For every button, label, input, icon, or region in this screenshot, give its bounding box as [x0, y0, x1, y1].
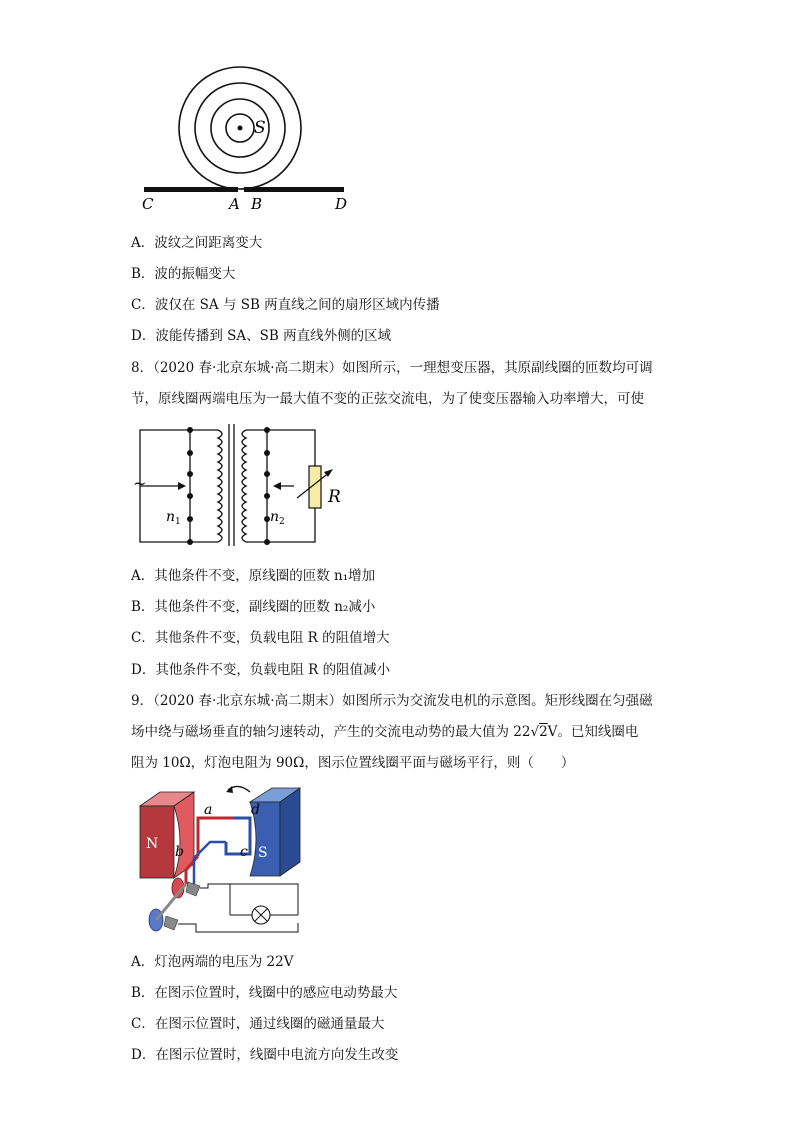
barrier-left	[144, 187, 238, 192]
q9-stem-line-1: 9．（2020 春·北京东城·高二期末）如图所示为交流发电机的示意图。矩形线圈在匀强磁	[131, 693, 653, 709]
q9-option-d: D．在图示位置时，线圈中电流方向发生改变	[131, 1047, 399, 1063]
resistor-label: R	[328, 487, 341, 507]
sqrt-sign: √	[530, 724, 540, 740]
slip-ring-shaft	[156, 884, 186, 920]
south-pole-label: S	[258, 845, 268, 861]
rotation-arrowhead	[226, 786, 233, 793]
q7-option-a: A．波纹之间距离变大	[131, 235, 263, 251]
secondary-wire	[267, 430, 315, 466]
q9-option-c: C．在图示位置时，通过线圈的磁通量最大	[131, 1016, 385, 1032]
point-d-label: D	[335, 195, 348, 213]
q9-stem-line-3: 阻为 10Ω，灯泡电阻为 90Ω，图示位置线圈平面与磁场平行，则（ ）	[131, 755, 575, 771]
q7-option-c: C．波仅在 SA 与 SB 两直线之间的扇形区域内传播	[131, 297, 440, 313]
external-wire-bottom	[178, 923, 298, 932]
q9-stem-line-2	[131, 723, 638, 741]
sqrt-radicand: 2	[539, 724, 548, 740]
q8-option-d: D．其他条件不变，负载电阻 R 的阻值减小	[131, 662, 391, 678]
source-label: S	[254, 118, 266, 138]
q7-option-b: B．波的振幅变大	[131, 266, 236, 282]
ac-generator-diagram	[130, 784, 310, 944]
q7-option-d: D．波能传播到 SA、SB 两直线外侧的区域	[131, 328, 392, 344]
secondary-taps	[246, 430, 267, 542]
point-b-label: B	[251, 195, 263, 213]
n1-label: $n_1$	[166, 509, 181, 527]
coil-label-c: c	[240, 844, 248, 860]
brush-lower	[164, 916, 178, 930]
wave-source-dot	[238, 126, 243, 131]
point-c-label: C	[142, 195, 154, 213]
barrier-right	[244, 187, 344, 192]
coil-label-b: b	[175, 844, 184, 860]
coil-label-d: d	[251, 802, 260, 818]
q9-option-b: B．在图示位置时，线圈中的感应电动势最大	[131, 985, 398, 1001]
q8-option-a: A．其他条件不变，原线圈的匝数 n₁增加	[131, 568, 376, 584]
q8-stem-line-2: 节，原线圈两端电压为一最大值不变的正弦交流电，为了使变压器输入功率增大，可使	[131, 391, 644, 407]
coil-label-a: a	[204, 802, 213, 818]
q9-stem-line-2-tail: V。已知线圈电	[547, 724, 639, 740]
q8-option-b: B．其他条件不变，副线圈的匝数 n₂减小	[131, 599, 376, 615]
primary-slider-arrowhead	[178, 482, 186, 490]
primary-taps	[190, 430, 218, 542]
wave-diagram	[130, 62, 360, 222]
q8-stem-line-1: 8．（2020 春·北京东城·高二期末）如图所示，一理想变压器，其原副线圈的匝数均可调	[131, 360, 653, 376]
north-pole-label: N	[146, 836, 159, 852]
secondary-slider-arrowhead	[273, 482, 281, 490]
primary-coil	[218, 430, 222, 542]
point-a-label: A	[229, 195, 240, 213]
s-magnet-side	[280, 788, 300, 876]
q9-option-a: A．灯泡两端的电压为 22V	[131, 954, 294, 970]
q9-stem-line-2-text: 场中绕与磁场垂直的轴匀速转动，产生的交流电动势的最大值为 22	[131, 724, 531, 740]
secondary-coil	[242, 430, 246, 542]
n2-label: $n_2$	[270, 509, 285, 527]
ac-source-symbol: ~	[133, 474, 147, 493]
q8-option-c: C．其他条件不变，负载电阻 R 的阻值增大	[131, 630, 390, 646]
external-wire-top	[200, 884, 298, 915]
brush-upper	[186, 882, 200, 896]
transformer-diagram	[130, 422, 350, 552]
